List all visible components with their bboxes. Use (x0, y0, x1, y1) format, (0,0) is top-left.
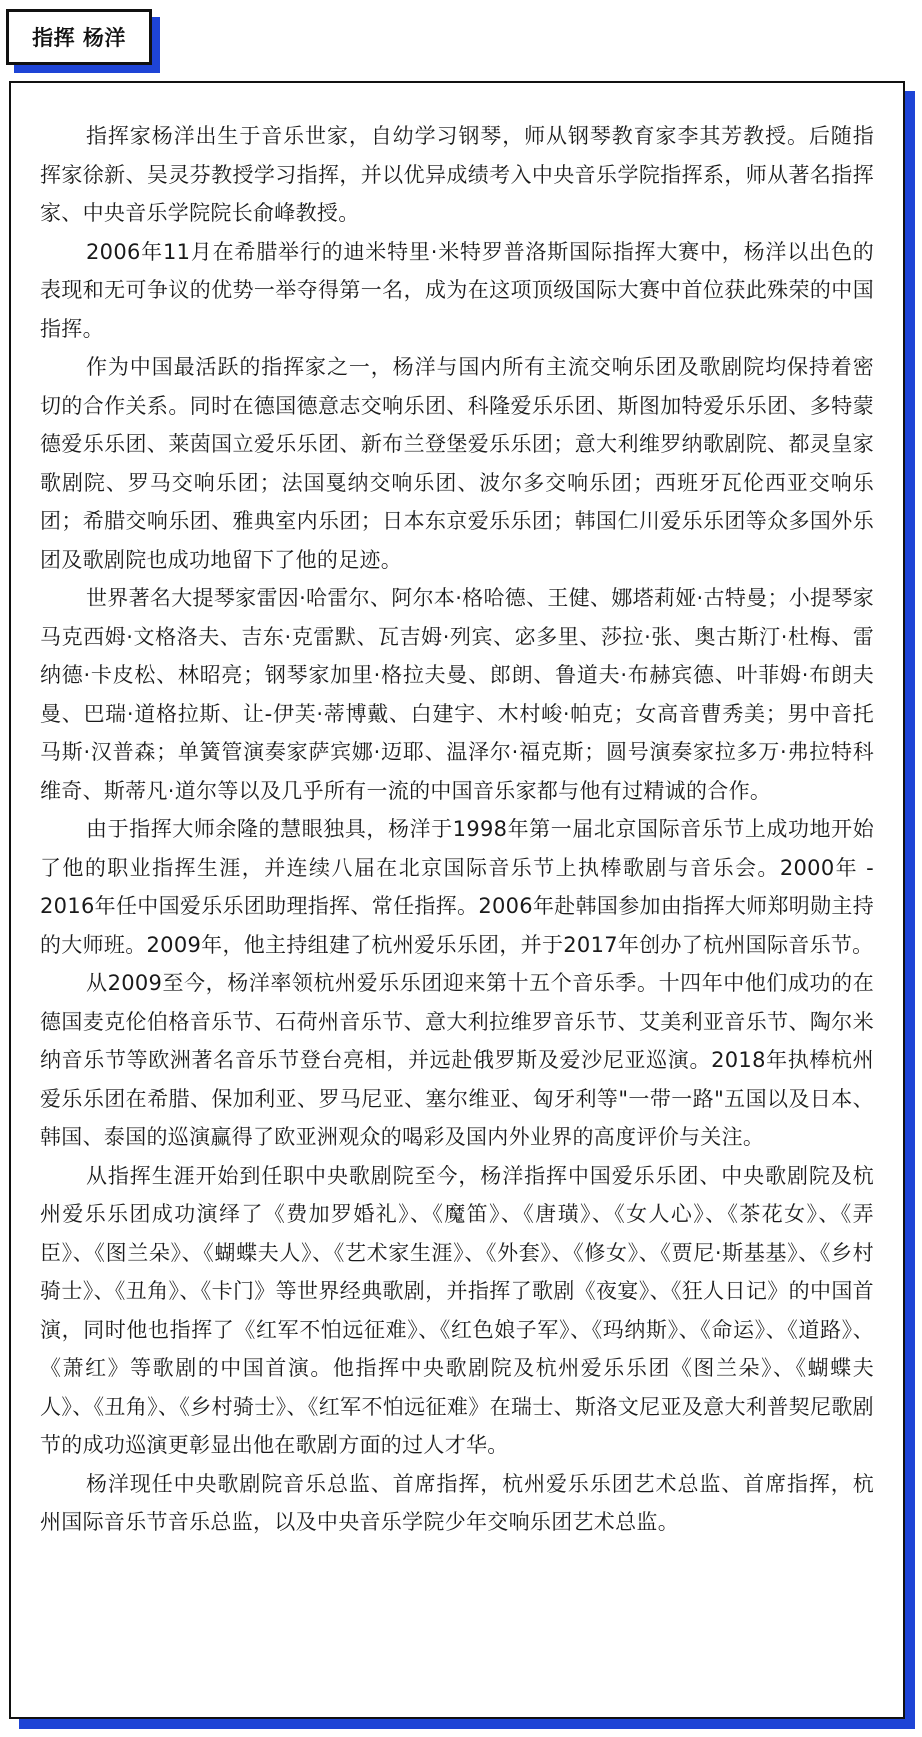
paragraph: 作为中国最活跃的指挥家之一，杨洋与国内所有主流交响乐团及歌剧院均保持着密切的合作关系。同时在德国德意志交响乐团、科隆爱乐乐团、斯图加特爱乐乐团、多特蒙德爱乐乐团、莱茵国立爱乐乐团、新布兰登堡爱乐乐团；意大利维罗纳歌剧院、都灵皇家歌剧院、罗马交响乐团；法国戛纳交响乐团、波尔多交响乐团；西班牙瓦伦西亚交响乐团；希腊交响乐团、雅典室内乐团；日本东京爱乐乐团；韩国仁川爱乐乐团等众多国外乐团及歌剧院也成功地留下了他的足迹。 (40, 355, 874, 572)
paragraph: 从指挥生涯开始到任职中央歌剧院至今，杨洋指挥中国爱乐乐团、中央歌剧院及杭州爱乐乐团成功演绎了《费加罗婚礼》、《魔笛》、《唐璜》、《女人心》、《茶花女》、《弄臣》、《图兰朵》、《蝴蝶夫人》、《艺术家生涯》、《外套》、《修女》、《贾尼·斯基基》、《乡村骑士》、《丑角》、《卡门》等世界经典歌剧，并指挥了歌剧《夜宴》、《狂人日记》的中国首演，同时他也指挥了《红军不怕远征难》、《红色娘子军》、《玛纳斯》、《命运》、《道路》、《萧红》等歌剧的中国首演。他指挥中央歌剧院及杭州爱乐乐团《图兰朵》、《蝴蝶夫人》、《丑角》、《乡村骑士》、《红军不怕远征难》在瑞士、斯洛文尼亚及意大利普契尼歌剧节的成功巡演更彰显出他在歌剧方面的过人才华。 (40, 1163, 874, 1457)
paragraph: 由于指挥大师余隆的慧眼独具，杨洋于1998年第一届北京国际音乐节上成功地开始了他的职业指挥生涯，并连续八届在北京国际音乐节上执棒歌剧与音乐会。2000年 - 2016年任中国爱乐乐团助理指挥、常任指挥。2006年赴韩国参加由指挥大师郑明勋主持的大师班。2009年，他主持组建了杭州爱乐乐团，并于2017年创办了杭州国际音乐节。 (40, 817, 874, 957)
paragraph: 杨洋现任中央歌剧院音乐总监、首席指挥，杭州爱乐乐团艺术总监、首席指挥，杭州国际音乐节音乐总监，以及中央音乐学院少年交响乐团艺术总监。 (40, 1471, 874, 1534)
content-box (9, 81, 905, 1719)
paragraph: 指挥家杨洋出生于音乐世家，自幼学习钢琴，师从钢琴教育家李其芳教授。后随指挥家徐新、吴灵芬教授学习指挥，并以优异成绩考入中央音乐学院指挥系，师从著名指挥家、中央音乐学院院长俞峰教授。 (40, 124, 874, 225)
title-tag (6, 9, 152, 65)
paragraph: 从2009至今，杨洋率领杭州爱乐乐团迎来第十五个音乐季。十四年中他们成功的在德国麦克伦伯格音乐节、石荷州音乐节、意大利拉维罗音乐节、艾美利亚音乐节、陶尔米纳音乐节等欧洲著名音乐节登台亮相，并远赴俄罗斯及爱沙尼亚巡演。2018年执棒杭州爱乐乐团在希腊、保加利亚、罗马尼亚、塞尔维亚、匈牙利等"一带一路"五国以及日本、韩国、泰国的巡演赢得了欧亚洲观众的喝彩及国内外业界的高度评价与关注。 (40, 971, 874, 1149)
paragraph: 2006年11月在希腊举行的迪米特里·米特罗普洛斯国际指挥大赛中，杨洋以出色的表现和无可争议的优势一举夺得第一名，成为在这项顶级国际大赛中首位获此殊荣的中国指挥。 (40, 239, 874, 341)
paragraph: 世界著名大提琴家雷因·哈雷尔、阿尔本·格哈德、王健、娜塔莉娅·古特曼；小提琴家马克西姆·文格洛夫、吉东·克雷默、瓦吉姆·列宾、宓多里、莎拉·张、奥古斯汀·杜梅、雷纳德·卡皮松、林昭亮；钢琴家加里·格拉夫曼、郎朗、鲁道夫·布赫宾德、叶菲姆·布朗夫曼、巴瑞·道格拉斯、让-伊芙·蒂博戴、白建宇、木村峻·帕克；女高音曹秀美；男中音托马斯·汉普森；单簧管演奏家萨宾娜·迈耶、温泽尔·福克斯；圆号演奏家拉多万·弗拉特科维奇、斯蒂凡·道尔等以及几乎所有一流的中国音乐家都与他有过精诚的合作。 (40, 586, 874, 803)
page-title: 指挥 杨洋 (32, 26, 126, 50)
